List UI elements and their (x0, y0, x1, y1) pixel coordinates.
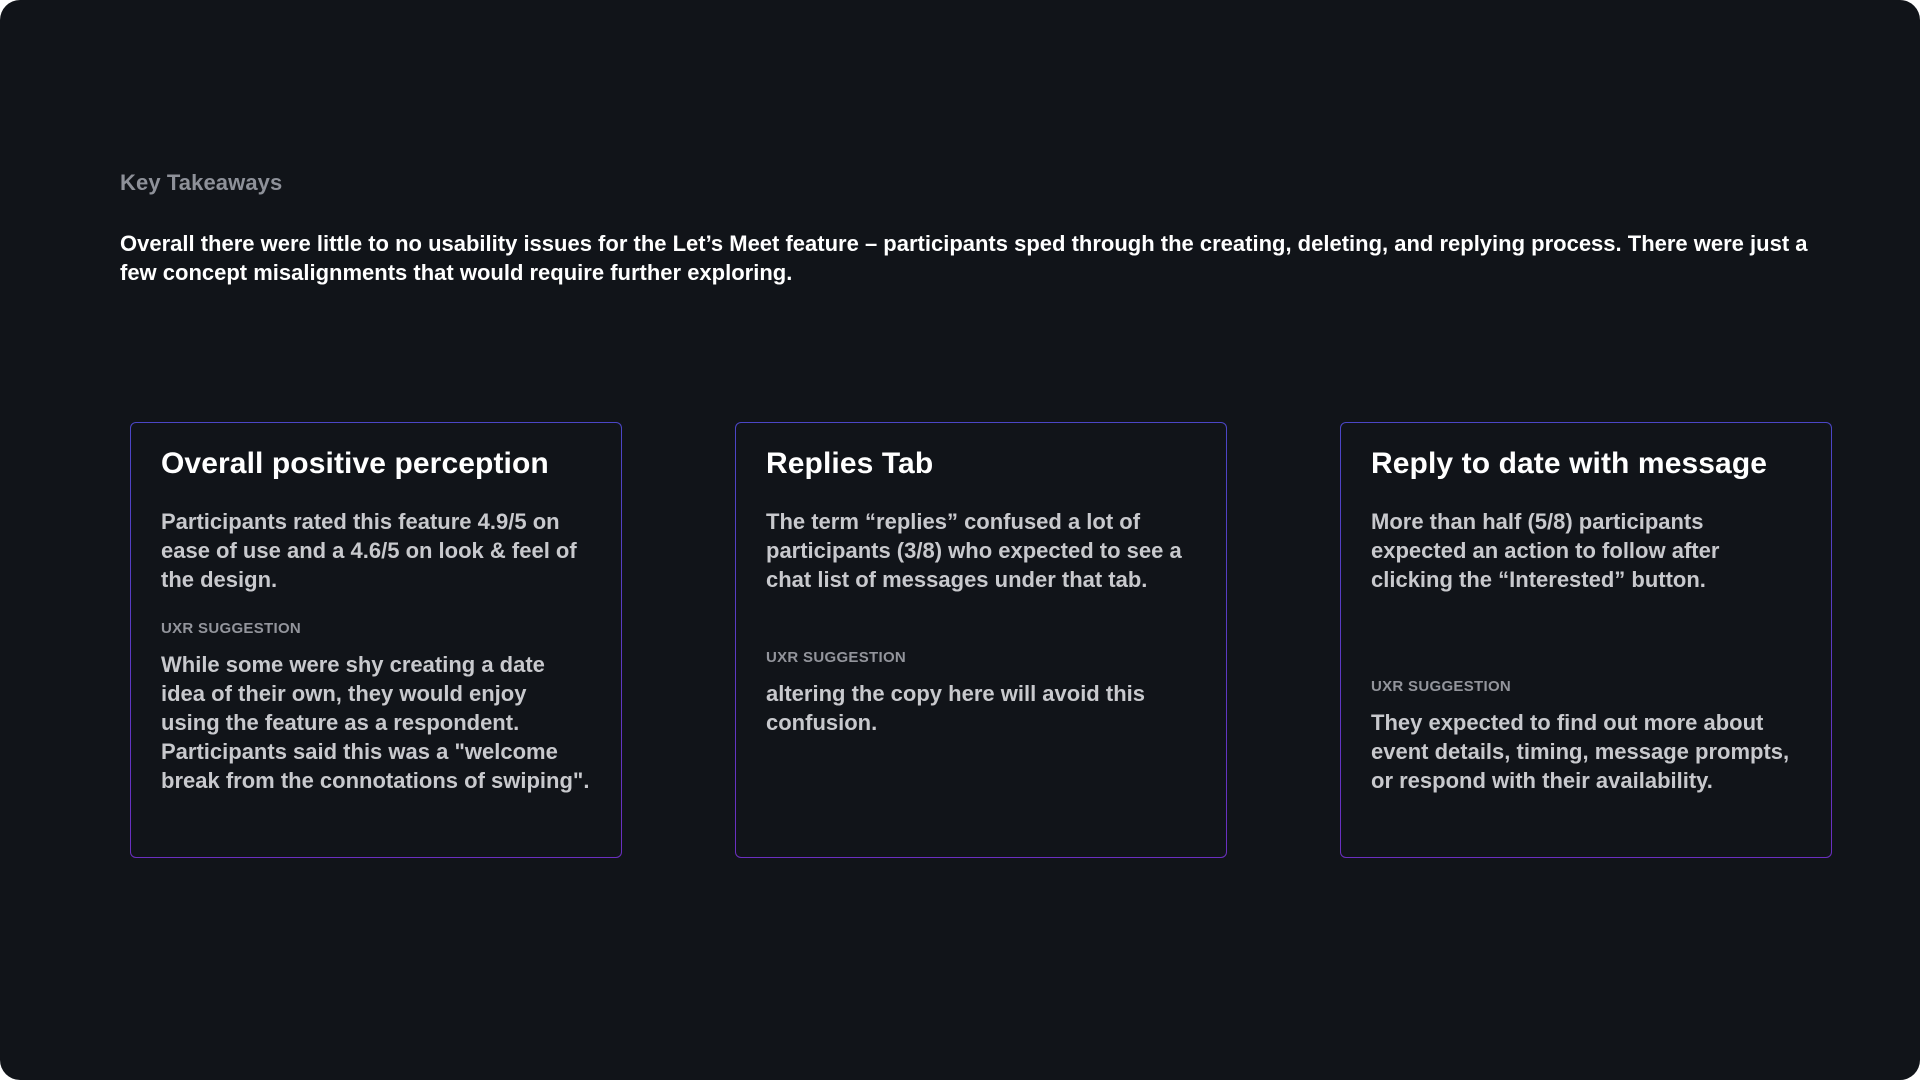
card-body: Participants rated this feature 4.9/5 on ease of use and a 4.6/5 on look & feel of the design. (161, 509, 577, 592)
takeaway-card-replies-tab (735, 422, 1227, 858)
card-title: Reply to date with message (1371, 447, 1768, 480)
uxr-suggestion-label: UXR SUGGESTION (1371, 678, 1512, 695)
takeaway-card-reply-with-message (1340, 422, 1832, 858)
uxr-suggestion-text: They expected to find out more about event details, timing, message prompts, or respond with their availability. (1371, 710, 1790, 793)
card-title: Overall positive perception (161, 447, 549, 480)
summary-paragraph: Overall there were little to no usability issues for the Let’s Meet feature – participants sped through the creating, deleting, and replying process. There were just a few concept misalignments that would require further exploring. (120, 231, 1808, 285)
card-body: The term “replies” confused a lot of participants (3/8) who expected to see a chat list of messages under that tab. (766, 509, 1182, 592)
card-title: Replies Tab (766, 447, 934, 480)
takeaway-card-overall-perception (130, 422, 622, 858)
section-eyebrow: Key Takeaways (120, 170, 283, 195)
uxr-suggestion-label: UXR SUGGESTION (766, 649, 907, 666)
uxr-suggestion-label: UXR SUGGESTION (161, 620, 302, 637)
uxr-suggestion-text: altering the copy here will avoid this confusion. (766, 681, 1145, 735)
uxr-suggestion-text: While some were shy creating a date idea of their own, they would enjoy using the feature as a respondent. Participants said this was a "welcome break from the connotations of swiping". (161, 652, 590, 793)
card-body: More than half (5/8) participants expected an action to follow after clicking the “Interested” button. (1371, 509, 1720, 592)
